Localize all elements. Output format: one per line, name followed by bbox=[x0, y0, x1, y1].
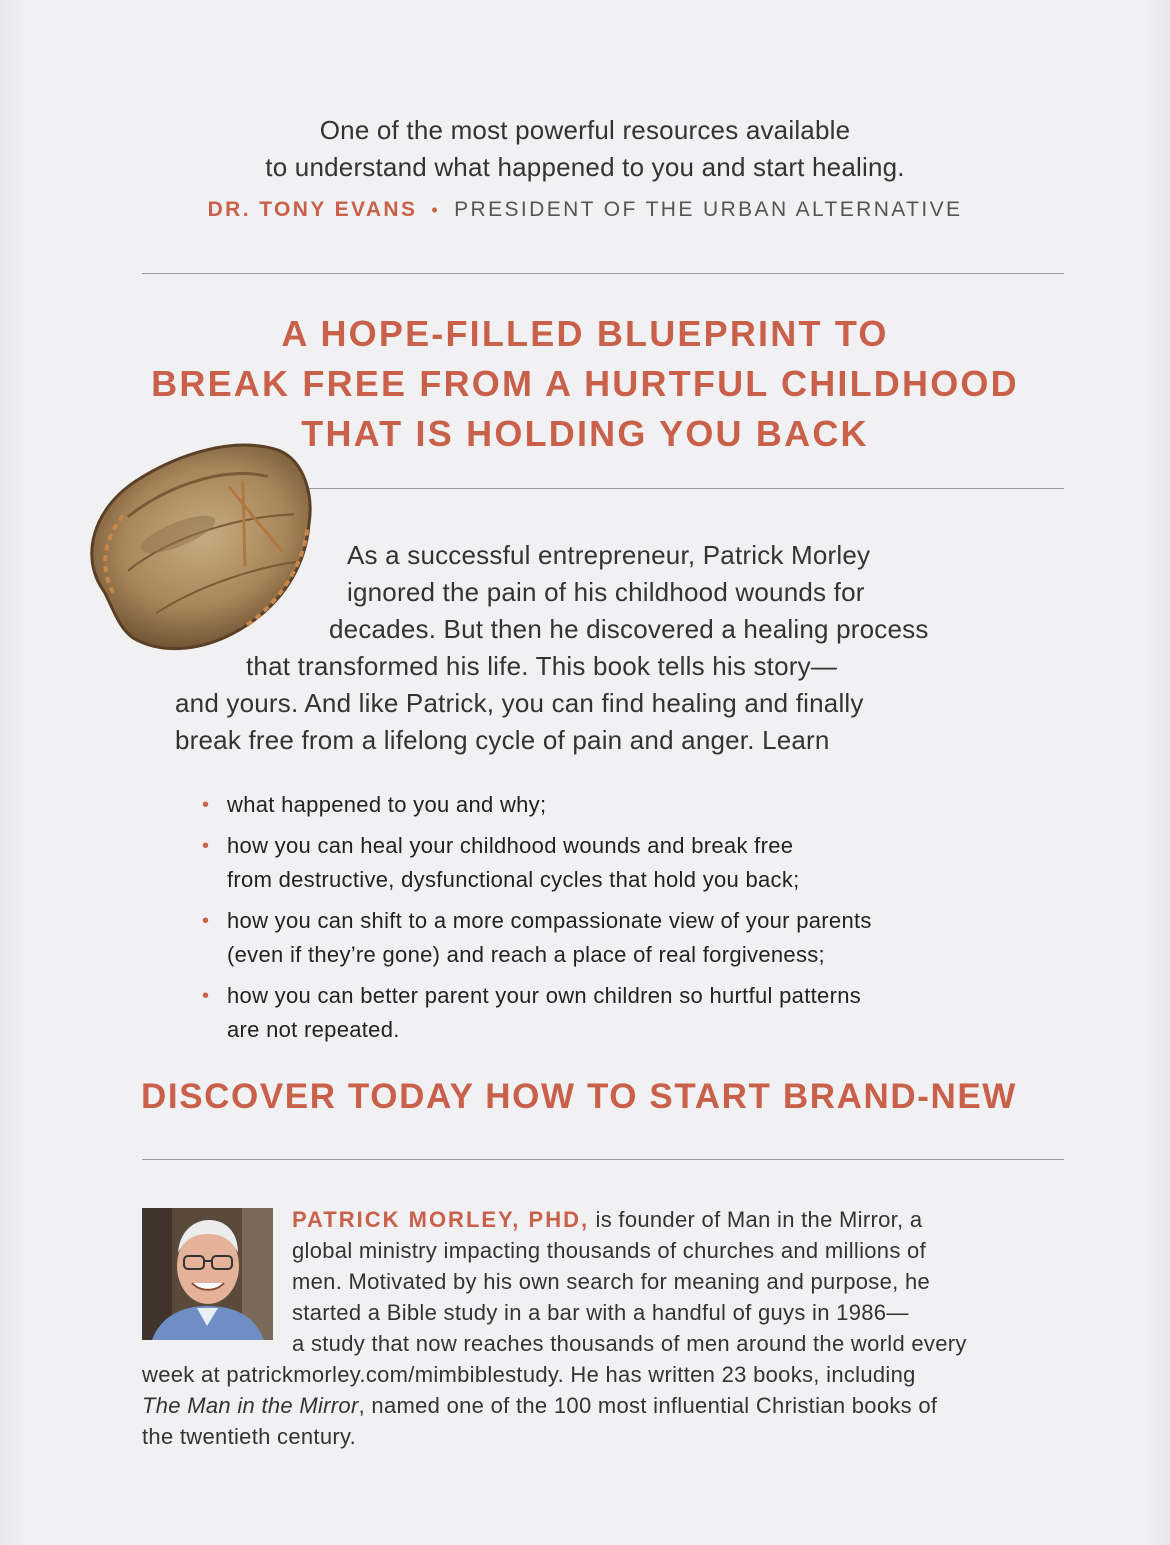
benefits-list bbox=[200, 788, 1080, 1054]
bio-line-8: the twentieth century. bbox=[142, 1424, 357, 1449]
divider-rule-mid bbox=[272, 488, 1064, 489]
bio-line-1-text: is founder of Man in the Mirror, a bbox=[595, 1207, 923, 1232]
baseball-glove-image bbox=[74, 430, 336, 660]
bio-line-2: global ministry impacting thousands of churches and millions of bbox=[292, 1238, 926, 1263]
list-item-line: (even if they’re gone) and reach a place of real forgiveness; bbox=[227, 942, 825, 967]
quote-line-1: One of the most powerful resources available bbox=[319, 115, 851, 145]
call-to-action: DISCOVER TODAY HOW TO START BRAND-NEW bbox=[141, 1077, 1017, 1116]
headline-line-2: BREAK FREE FROM A HURTFUL CHILDHOOD bbox=[151, 363, 1019, 404]
endorser-title: PRESIDENT OF THE URBAN ALTERNATIVE bbox=[454, 198, 963, 221]
author-name: PATRICK MORLEY, PHD, bbox=[292, 1207, 590, 1232]
divider-rule-bottom bbox=[142, 1159, 1064, 1160]
bio-line-6: week at patrickmorley.com/mimbiblestudy. He has written 23 books, including bbox=[142, 1362, 916, 1387]
intro-line-5: and yours. And like Patrick, you can find healing and finally bbox=[175, 688, 864, 718]
author-photo bbox=[142, 1208, 273, 1340]
list-item bbox=[200, 904, 1080, 972]
list-item-line: what happened to you and why; bbox=[227, 792, 547, 817]
bio-line-7 bbox=[142, 1390, 937, 1421]
list-item-line: how you can shift to a more compassionate view of your parents bbox=[227, 908, 872, 933]
endorser-name: DR. TONY EVANS bbox=[207, 198, 418, 221]
endorsement-quote bbox=[0, 112, 1170, 186]
book-title: The Man in the Mirror bbox=[142, 1393, 359, 1418]
headline-line-1: A HOPE-FILLED BLUEPRINT TO bbox=[281, 313, 889, 354]
bullet-marker: • bbox=[202, 794, 210, 816]
bullet-marker: • bbox=[202, 985, 210, 1007]
intro-line-6: break free from a lifelong cycle of pain and anger. Learn bbox=[175, 725, 830, 755]
bullet-marker: • bbox=[202, 835, 210, 857]
divider-rule-top bbox=[142, 273, 1064, 274]
list-item bbox=[200, 788, 1080, 822]
list-item bbox=[200, 979, 1080, 1047]
bio-line-1 bbox=[292, 1204, 922, 1235]
list-item-line: how you can better parent your own children so hurtful patterns bbox=[227, 983, 862, 1008]
intro-line-1: As a successful entrepreneur, Patrick Morley bbox=[347, 540, 871, 570]
bio-line-3: men. Motivated by his own search for meaning and purpose, he bbox=[292, 1269, 931, 1294]
bullet-marker: • bbox=[202, 910, 210, 932]
headline-line-3: THAT IS HOLDING YOU BACK bbox=[301, 413, 869, 454]
separator-dot: • bbox=[431, 200, 441, 220]
bio-line-4: started a Bible study in a bar with a handful of guys in 1986— bbox=[292, 1300, 909, 1325]
list-item bbox=[200, 829, 1080, 897]
intro-line-2: ignored the pain of his childhood wounds for bbox=[347, 577, 865, 607]
endorsement-attribution bbox=[0, 198, 1170, 222]
intro-line-3: decades. But then he discovered a healing process bbox=[329, 614, 929, 644]
list-item-line: are not repeated. bbox=[227, 1017, 400, 1042]
intro-line-4: that transformed his life. This book tells his story— bbox=[246, 651, 838, 681]
list-item-line: from destructive, dysfunctional cycles that hold you back; bbox=[227, 867, 800, 892]
bio-line-5: a study that now reaches thousands of men around the world every bbox=[292, 1331, 967, 1356]
list-item-line: how you can heal your childhood wounds and break free bbox=[227, 833, 794, 858]
quote-line-2: to understand what happened to you and start healing. bbox=[265, 152, 905, 182]
bio-line-7-text: , named one of the 100 most influential Christian books of bbox=[358, 1393, 938, 1418]
